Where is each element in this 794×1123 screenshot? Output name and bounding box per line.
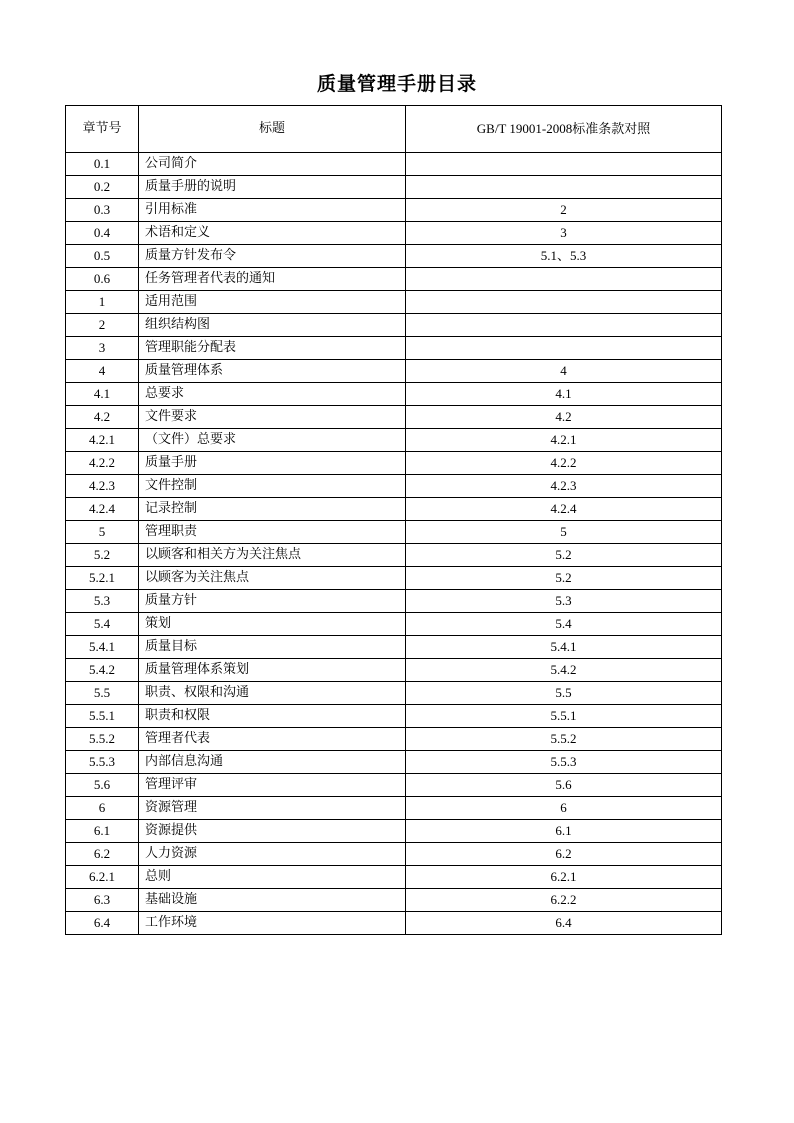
section-title-cell: 组织结构图 — [139, 314, 406, 337]
standard-reference-cell: 3 — [406, 222, 722, 245]
standard-reference-cell: 6.2.1 — [406, 866, 722, 889]
chapter-number-cell: 4.2 — [66, 406, 139, 429]
table-row — [66, 314, 722, 337]
table-row — [66, 682, 722, 705]
chapter-number-cell: 6.2.1 — [66, 866, 139, 889]
section-title-cell: 质量方针发布令 — [139, 245, 406, 268]
chapter-number-cell: 5.3 — [66, 590, 139, 613]
standard-reference-cell: 5.4 — [406, 613, 722, 636]
table-row — [66, 912, 722, 935]
chapter-number-cell: 0.3 — [66, 199, 139, 222]
table-row — [66, 199, 722, 222]
table-row — [66, 245, 722, 268]
standard-reference-cell: 5.2 — [406, 544, 722, 567]
table-row — [66, 337, 722, 360]
section-title-cell: 工作环境 — [139, 912, 406, 935]
chapter-number-cell: 5.5.1 — [66, 705, 139, 728]
standard-reference-cell: 5.1、5.3 — [406, 245, 722, 268]
standard-reference-cell — [406, 314, 722, 337]
table-row — [66, 797, 722, 820]
section-title-cell: 以顾客和相关方为关注焦点 — [139, 544, 406, 567]
chapter-number-cell: 5.6 — [66, 774, 139, 797]
chapter-number-cell: 3 — [66, 337, 139, 360]
chapter-number-cell: 6.1 — [66, 820, 139, 843]
standard-reference-cell: 6.1 — [406, 820, 722, 843]
standard-reference-cell: 5.5.2 — [406, 728, 722, 751]
table-row — [66, 590, 722, 613]
chapter-number-cell: 6.3 — [66, 889, 139, 912]
header-row — [66, 106, 722, 153]
chapter-number-cell: 6 — [66, 797, 139, 820]
chapter-number-cell: 4.2.2 — [66, 452, 139, 475]
section-title-cell: 资源提供 — [139, 820, 406, 843]
table-row — [66, 728, 722, 751]
table-row — [66, 521, 722, 544]
toc-table — [65, 105, 722, 935]
standard-reference-cell: 2 — [406, 199, 722, 222]
section-title-cell: 质量手册的说明 — [139, 176, 406, 199]
chapter-number-cell: 5.2.1 — [66, 567, 139, 590]
section-title-cell: 基础设施 — [139, 889, 406, 912]
section-title-cell: 记录控制 — [139, 498, 406, 521]
column-header-chapter: 章节号 — [66, 106, 139, 153]
standard-reference-cell: 6 — [406, 797, 722, 820]
standard-reference-cell: 5.6 — [406, 774, 722, 797]
table-row — [66, 268, 722, 291]
section-title-cell: 人力资源 — [139, 843, 406, 866]
chapter-number-cell: 4.2.4 — [66, 498, 139, 521]
standard-reference-cell: 5.2 — [406, 567, 722, 590]
table-row — [66, 613, 722, 636]
standard-reference-cell: 6.4 — [406, 912, 722, 935]
section-title-cell: 术语和定义 — [139, 222, 406, 245]
chapter-number-cell: 4.2.3 — [66, 475, 139, 498]
table-row — [66, 429, 722, 452]
section-title-cell: 策划 — [139, 613, 406, 636]
column-header-title: 标题 — [139, 106, 406, 153]
chapter-number-cell: 0.5 — [66, 245, 139, 268]
section-title-cell: （文件）总要求 — [139, 429, 406, 452]
standard-reference-cell: 5 — [406, 521, 722, 544]
chapter-number-cell: 4 — [66, 360, 139, 383]
section-title-cell: 质量管理体系 — [139, 360, 406, 383]
table-row — [66, 406, 722, 429]
section-title-cell: 引用标准 — [139, 199, 406, 222]
standard-reference-cell: 5.5.1 — [406, 705, 722, 728]
table-row — [66, 774, 722, 797]
chapter-number-cell: 0.6 — [66, 268, 139, 291]
table-row — [66, 452, 722, 475]
table-row — [66, 751, 722, 774]
column-header-reference: GB/T 19001-2008标准条款对照 — [406, 106, 722, 153]
section-title-cell: 内部信息沟通 — [139, 751, 406, 774]
table-row — [66, 291, 722, 314]
toc-table-header — [66, 106, 722, 153]
section-title-cell: 管理者代表 — [139, 728, 406, 751]
table-row — [66, 544, 722, 567]
standard-reference-cell: 5.4.1 — [406, 636, 722, 659]
chapter-number-cell: 0.2 — [66, 176, 139, 199]
standard-reference-cell: 5.3 — [406, 590, 722, 613]
section-title-cell: 质量管理体系策划 — [139, 659, 406, 682]
chapter-number-cell: 5.4.2 — [66, 659, 139, 682]
chapter-number-cell: 4.2.1 — [66, 429, 139, 452]
section-title-cell: 总要求 — [139, 383, 406, 406]
section-title-cell: 质量手册 — [139, 452, 406, 475]
table-row — [66, 866, 722, 889]
chapter-number-cell: 1 — [66, 291, 139, 314]
toc-table-body — [66, 153, 722, 935]
standard-reference-cell — [406, 268, 722, 291]
standard-reference-cell — [406, 291, 722, 314]
page-title: 质量管理手册目录 — [316, 73, 477, 95]
section-title-cell: 总则 — [139, 866, 406, 889]
table-row — [66, 659, 722, 682]
standard-reference-cell: 4.2.4 — [406, 498, 722, 521]
section-title-cell: 质量方针 — [139, 590, 406, 613]
standard-reference-cell: 5.4.2 — [406, 659, 722, 682]
chapter-number-cell: 2 — [66, 314, 139, 337]
chapter-number-cell: 5.5.2 — [66, 728, 139, 751]
standard-reference-cell: 5.5 — [406, 682, 722, 705]
standard-reference-cell — [406, 337, 722, 360]
section-title-cell: 职责和权限 — [139, 705, 406, 728]
standard-reference-cell: 6.2.2 — [406, 889, 722, 912]
chapter-number-cell: 0.4 — [66, 222, 139, 245]
standard-reference-cell: 4 — [406, 360, 722, 383]
section-title-cell: 文件要求 — [139, 406, 406, 429]
table-row — [66, 843, 722, 866]
table-row — [66, 705, 722, 728]
standard-reference-cell: 4.2.2 — [406, 452, 722, 475]
standard-reference-cell: 6.2 — [406, 843, 722, 866]
table-row — [66, 498, 722, 521]
chapter-number-cell: 0.1 — [66, 153, 139, 176]
table-row — [66, 383, 722, 406]
table-row — [66, 176, 722, 199]
table-row — [66, 820, 722, 843]
standard-reference-cell: 4.2 — [406, 406, 722, 429]
section-title-cell: 以顾客为关注焦点 — [139, 567, 406, 590]
standard-reference-cell: 4.1 — [406, 383, 722, 406]
chapter-number-cell: 5.5.3 — [66, 751, 139, 774]
standard-reference-cell: 4.2.3 — [406, 475, 722, 498]
section-title-cell: 任务管理者代表的通知 — [139, 268, 406, 291]
table-row — [66, 360, 722, 383]
chapter-number-cell: 6.4 — [66, 912, 139, 935]
chapter-number-cell: 5.5 — [66, 682, 139, 705]
chapter-number-cell: 5.2 — [66, 544, 139, 567]
table-row — [66, 153, 722, 176]
table-row — [66, 475, 722, 498]
section-title-cell: 公司简介 — [139, 153, 406, 176]
chapter-number-cell: 6.2 — [66, 843, 139, 866]
section-title-cell: 质量目标 — [139, 636, 406, 659]
table-row — [66, 222, 722, 245]
table-row — [66, 636, 722, 659]
section-title-cell: 资源管理 — [139, 797, 406, 820]
standard-reference-cell — [406, 153, 722, 176]
section-title-cell: 管理评审 — [139, 774, 406, 797]
section-title-cell: 职责、权限和沟通 — [139, 682, 406, 705]
standard-reference-cell: 4.2.1 — [406, 429, 722, 452]
section-title-cell: 适用范围 — [139, 291, 406, 314]
table-row — [66, 889, 722, 912]
standard-reference-cell — [406, 176, 722, 199]
chapter-number-cell: 5.4 — [66, 613, 139, 636]
chapter-number-cell: 4.1 — [66, 383, 139, 406]
section-title-cell: 管理职责 — [139, 521, 406, 544]
chapter-number-cell: 5 — [66, 521, 139, 544]
table-row — [66, 567, 722, 590]
section-title-cell: 文件控制 — [139, 475, 406, 498]
chapter-number-cell: 5.4.1 — [66, 636, 139, 659]
standard-reference-cell: 5.5.3 — [406, 751, 722, 774]
section-title-cell: 管理职能分配表 — [139, 337, 406, 360]
